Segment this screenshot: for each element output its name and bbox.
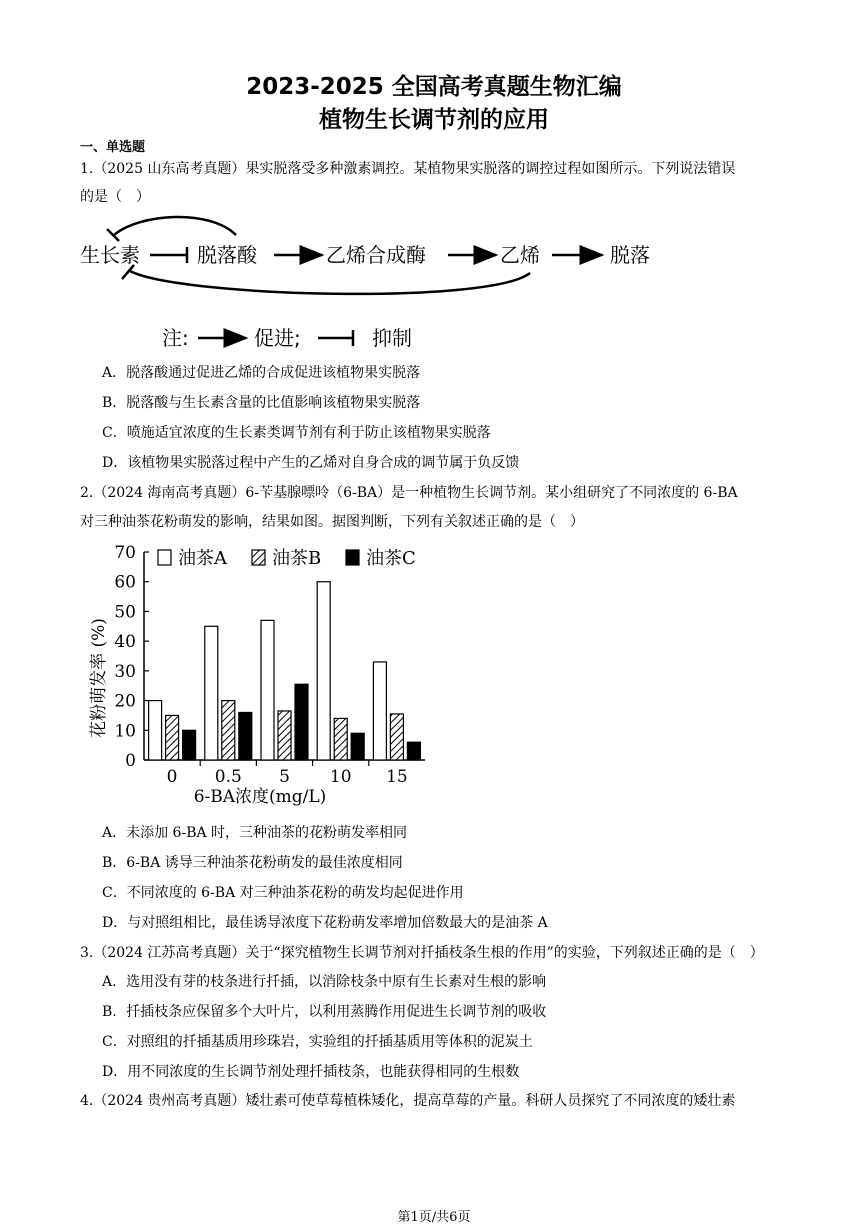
bar-b xyxy=(222,701,235,760)
q2-option-d[interactable]: D．与对照组相比，最佳诱导浓度下花粉萌发率增加倍数最大的是油茶 A xyxy=(102,915,548,931)
doc-title-line2: 植物生长调节剂的应用 xyxy=(319,107,549,133)
y-tick-label: 60 xyxy=(114,572,136,593)
q2-stem-line1: 2.（2024 海南高考真题）6-苄基腺嘌呤（6-BA）是一种植物生长调节剂。某小组研究了不同浓度的 6-BA xyxy=(80,485,738,501)
legend-label: 油茶C xyxy=(366,548,416,569)
section-heading: 一、单选题 xyxy=(80,140,146,155)
legend-swatch xyxy=(252,550,265,565)
y-tick-label: 30 xyxy=(114,661,136,682)
inhibit-curve-aba-auxin xyxy=(107,217,236,241)
y-tick-label: 20 xyxy=(114,691,136,712)
bar-a xyxy=(149,701,162,760)
bar-a xyxy=(373,662,386,760)
note-prefix: 注: xyxy=(162,326,189,350)
q3-option-d[interactable]: D．用不同浓度的生长调节剂处理扦插枝条，也能获得相同的生根数 xyxy=(102,1064,520,1080)
q1-option-c[interactable]: C．喷施适宜浓度的生长素类调节剂有利于防止该植物果实脱落 xyxy=(102,425,491,441)
legend-swatch xyxy=(158,550,171,565)
q3-option-c[interactable]: C．对照组的扦插基质用珍珠岩，实验组的扦插基质用等体积的泥炭土 xyxy=(102,1034,533,1050)
bar-a xyxy=(205,626,218,760)
bar-c xyxy=(295,684,308,760)
x-tick-label: 0 xyxy=(166,767,178,787)
q3-option-b[interactable]: B．扦插枝条应保留多个大叶片，以利用蒸腾作用促进生长调节剂的吸收 xyxy=(102,1004,547,1020)
q2-option-a[interactable]: A．未添加 6-BA 时，三种油茶的花粉萌发率相同 xyxy=(102,825,408,841)
q1-option-d[interactable]: D．该植物果实脱落过程中产生的乙烯对自身合成的调节属于负反馈 xyxy=(102,455,520,471)
node-aba: 脱落酸 xyxy=(197,243,257,267)
q4-stem: 4.（2024 贵州高考真题）矮壮素可使草莓植株矮化，提高草莓的产量。科研人员探究了不同浓度的矮壮素 xyxy=(80,1093,736,1109)
node-ethylene: 乙烯 xyxy=(500,243,540,267)
bar-a xyxy=(317,582,330,760)
q1-option-a[interactable]: A．脱落酸通过促进乙烯的合成促进该植物果实脱落 xyxy=(102,365,421,381)
bar-c xyxy=(407,742,420,760)
bar-a xyxy=(261,620,274,760)
inhibit-arrow-auxin-aba xyxy=(150,247,187,263)
bar-b xyxy=(390,714,403,760)
note-promote-label: 促进; xyxy=(254,326,301,350)
q3-option-a[interactable]: A．选用没有芽的枝条进行扦插，以消除枝条中原有生长素对生根的影响 xyxy=(102,974,547,990)
page-footer: 第1页/共6页 xyxy=(397,1210,471,1225)
bar-c xyxy=(239,712,252,760)
bar-c xyxy=(351,733,364,760)
y-tick-label: 0 xyxy=(125,751,136,771)
chart-ylabel: 花粉萌发率 (%) xyxy=(89,618,109,738)
bar-b xyxy=(278,711,291,760)
q1-regulation-diagram xyxy=(70,205,690,355)
chart-xlabel: 6-BA浓度(mg/L) xyxy=(193,787,327,807)
q2-option-b[interactable]: B．6-BA 诱导三种油茶花粉萌发的最佳浓度相同 xyxy=(102,855,403,871)
note-inhibit-symbol xyxy=(318,330,353,346)
node-abscission: 脱落 xyxy=(610,243,650,267)
q1-stem-line1: 1.（2025 山东高考真题）果实脱落受多种激素调控。某植物果实脱落的调控过程如图所示。下列说法错误 xyxy=(80,161,736,177)
y-tick-label: 40 xyxy=(114,632,136,653)
q2-option-c[interactable]: C．不同浓度的 6-BA 对三种油茶花粉的萌发均起促进作用 xyxy=(102,885,464,901)
bar-b xyxy=(334,718,347,760)
bar-c xyxy=(183,730,196,760)
x-tick-label: 15 xyxy=(386,767,408,787)
q3-stem: 3.（2024 江苏高考真题）关于“探究植物生长调节剂对扦插枝条生根的作用”的实验，下列叙述正确的是（ ） xyxy=(80,945,764,961)
x-tick-label: 0.5 xyxy=(214,767,242,787)
y-tick-label: 70 xyxy=(114,543,136,563)
bar-b xyxy=(166,715,179,760)
x-tick-label: 5 xyxy=(279,767,290,787)
y-tick-label: 50 xyxy=(114,602,136,623)
node-ethylene-synthase: 乙烯合成酶 xyxy=(326,243,426,267)
q1-stem-line2: 的是（ ） xyxy=(80,189,150,205)
q1-option-b[interactable]: B．脱落酸与生长素含量的比值影响该植物果实脱落 xyxy=(102,395,421,411)
q2-bar-chart xyxy=(80,538,440,813)
node-auxin: 生长素 xyxy=(80,243,140,267)
legend-label: 油茶A xyxy=(178,548,227,569)
note-inhibit-label: 抑制 xyxy=(372,326,412,350)
doc-title-line1: 2023-2025 全国高考真题生物汇编 xyxy=(246,74,622,100)
x-tick-label: 10 xyxy=(329,767,352,787)
legend-swatch xyxy=(346,550,359,565)
legend-label: 油茶B xyxy=(272,548,322,569)
inhibit-curve-ethylene-auxin xyxy=(122,265,530,294)
y-tick-label: 10 xyxy=(114,721,136,742)
q2-stem-line2: 对三种油茶花粉萌发的影响，结果如图。据图判断，下列有关叙述正确的是（ ） xyxy=(80,514,584,530)
